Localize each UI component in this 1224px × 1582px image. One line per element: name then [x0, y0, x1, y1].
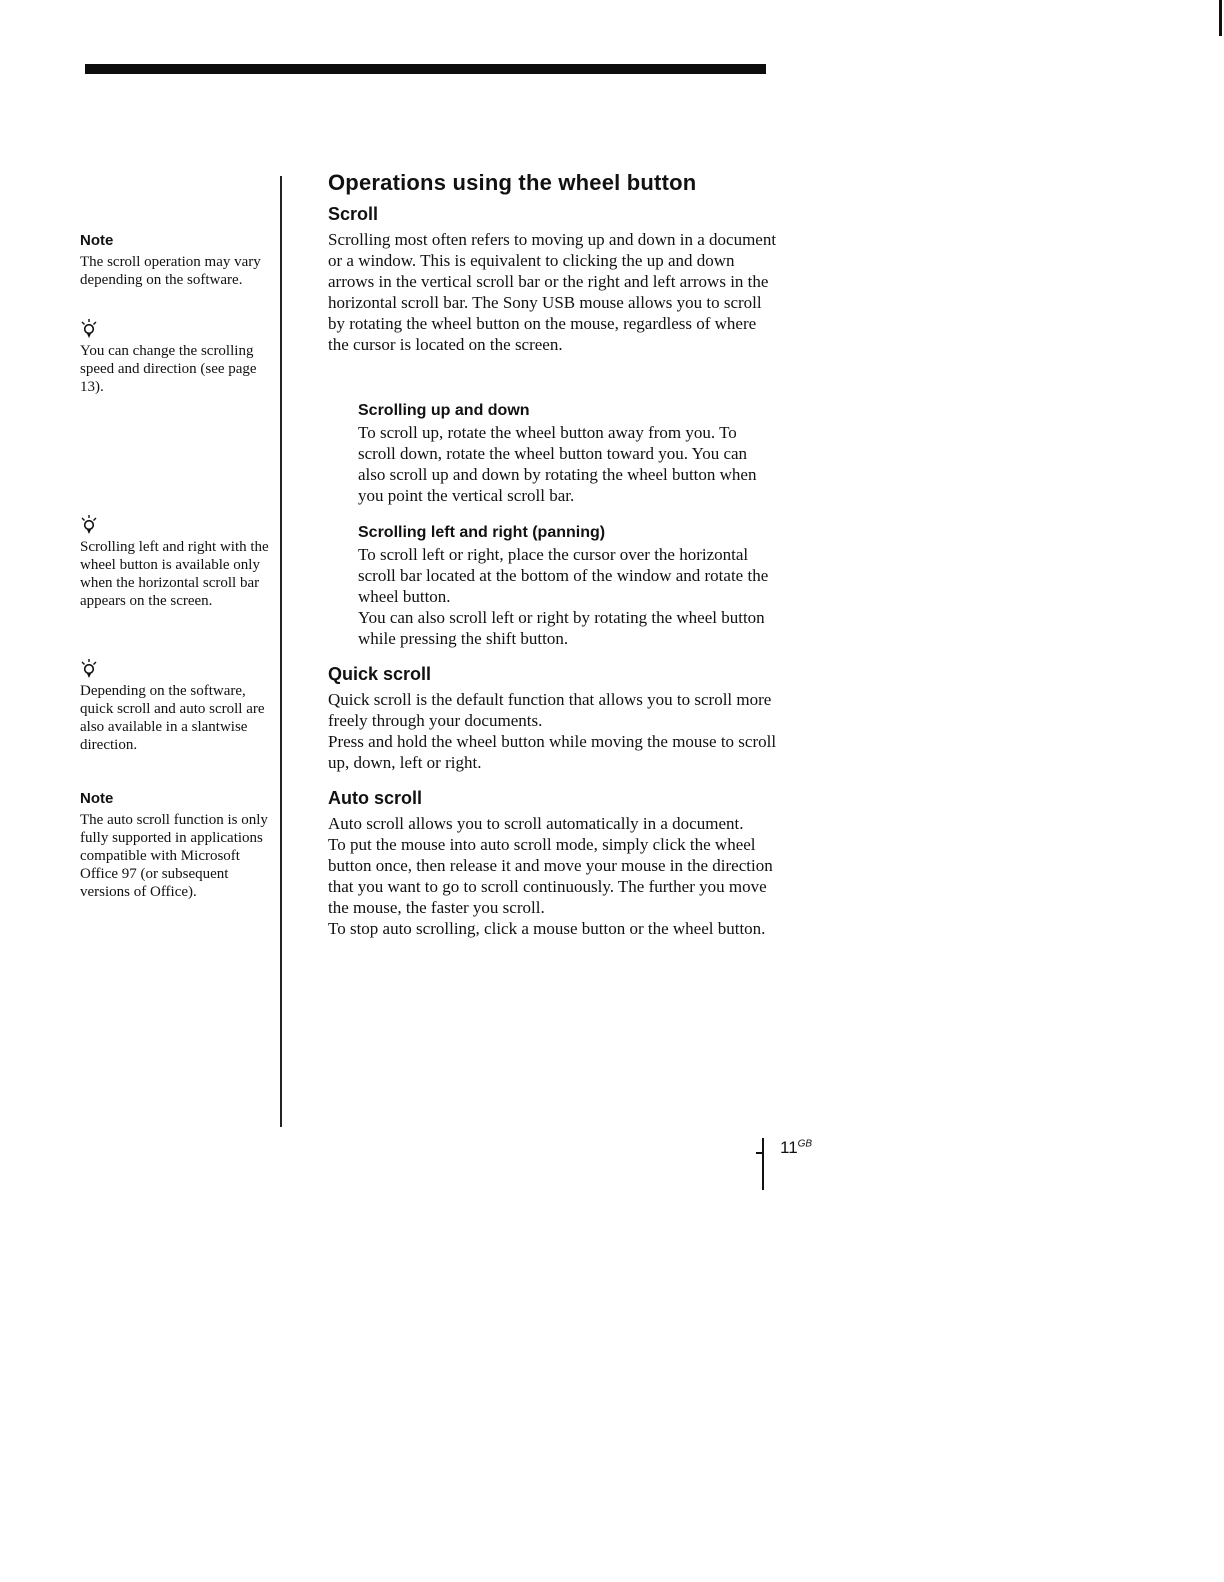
top-rule — [85, 64, 766, 74]
page-number-rule — [762, 1138, 764, 1190]
tip-text: Depending on the software, quick scroll and auto scroll are also available in a slantwise direction. — [80, 683, 265, 753]
up-down-heading: Scrolling up and down — [358, 402, 530, 419]
quick-scroll-heading: Quick scroll — [328, 664, 432, 684]
note-text: The scroll operation may vary depending on the software. — [80, 254, 261, 288]
scroll-heading: Scroll — [328, 204, 379, 224]
up-down-text: To scroll up, rotate the wheel button away from you. To scroll down, rotate the wheel button toward you. You can also scroll up and down by rotating the wheel button when you point the vertical scroll bar. — [358, 423, 757, 505]
page-number — [780, 1138, 812, 1158]
sidebar-note-1 — [80, 232, 270, 289]
page-number-tick — [756, 1152, 762, 1154]
sidebar-tip-3 — [80, 658, 270, 754]
auto-scroll-text-3: To stop auto scrolling, click a mouse button or the wheel button. — [328, 919, 766, 938]
auto-scroll-text-1: Auto scroll allows you to scroll automatically in a document. — [328, 814, 744, 833]
section-left-right — [328, 524, 778, 649]
section-up-down — [328, 402, 778, 506]
section-scroll — [328, 170, 778, 355]
note-text: The auto scroll function is only fully supported in applications compatible with Microsoft Office 97 (or subsequent versions of Office). — [80, 812, 268, 900]
edge-mark — [1219, 0, 1222, 36]
note-title: Note — [80, 232, 114, 249]
page-title: Operations using the wheel button — [328, 170, 697, 195]
page-number-value: 11 — [780, 1138, 798, 1157]
note-title: Note — [80, 790, 114, 807]
left-right-heading: Scrolling left and right (panning) — [358, 524, 606, 541]
sidebar-tip-1 — [80, 318, 270, 396]
sidebar-tip-2 — [80, 514, 270, 610]
left-right-text-1: To scroll left or right, place the cursor over the horizontal scroll bar located at the bottom of the window and rotate the wheel button. — [358, 545, 769, 606]
lightbulb-hint-icon — [80, 318, 98, 340]
auto-scroll-heading: Auto scroll — [328, 788, 423, 808]
quick-scroll-text-2: Press and hold the wheel button while moving the mouse to scroll up, down, left or right. — [328, 732, 777, 772]
left-right-text-2: You can also scroll left or right by rotating the wheel button while pressing the shift button. — [358, 608, 765, 648]
auto-scroll-text-2: To put the mouse into auto scroll mode, simply click the wheel button once, then release it and move your mouse in the direction that you want to go to scroll continuously. The further you move the mouse, the faster you scroll. — [328, 835, 773, 917]
section-quick-scroll — [328, 664, 778, 773]
lightbulb-hint-icon — [80, 514, 98, 536]
quick-scroll-text-1: Quick scroll is the default function that allows you to scroll more freely through your documents. — [328, 690, 772, 730]
section-auto-scroll — [328, 788, 778, 939]
page-number-suffix: GB — [797, 1138, 813, 1150]
tip-text: You can change the scrolling speed and direction (see page 13). — [80, 343, 257, 395]
column-divider — [280, 176, 282, 1127]
scroll-text: Scrolling most often refers to moving up and down in a document or a window. This is equivalent to clicking the up and down arrows in the vertical scroll bar or the right and left arrows in the horizontal scroll bar. The Sony USB mouse allows you to scroll by rotating the wheel button on the mouse, regardless of where the cursor is located on the screen. — [328, 230, 777, 354]
lightbulb-hint-icon — [80, 658, 98, 680]
tip-text: Scrolling left and right with the wheel button is available only when the horizontal scroll bar appears on the screen. — [80, 539, 269, 609]
sidebar-note-2 — [80, 790, 270, 901]
